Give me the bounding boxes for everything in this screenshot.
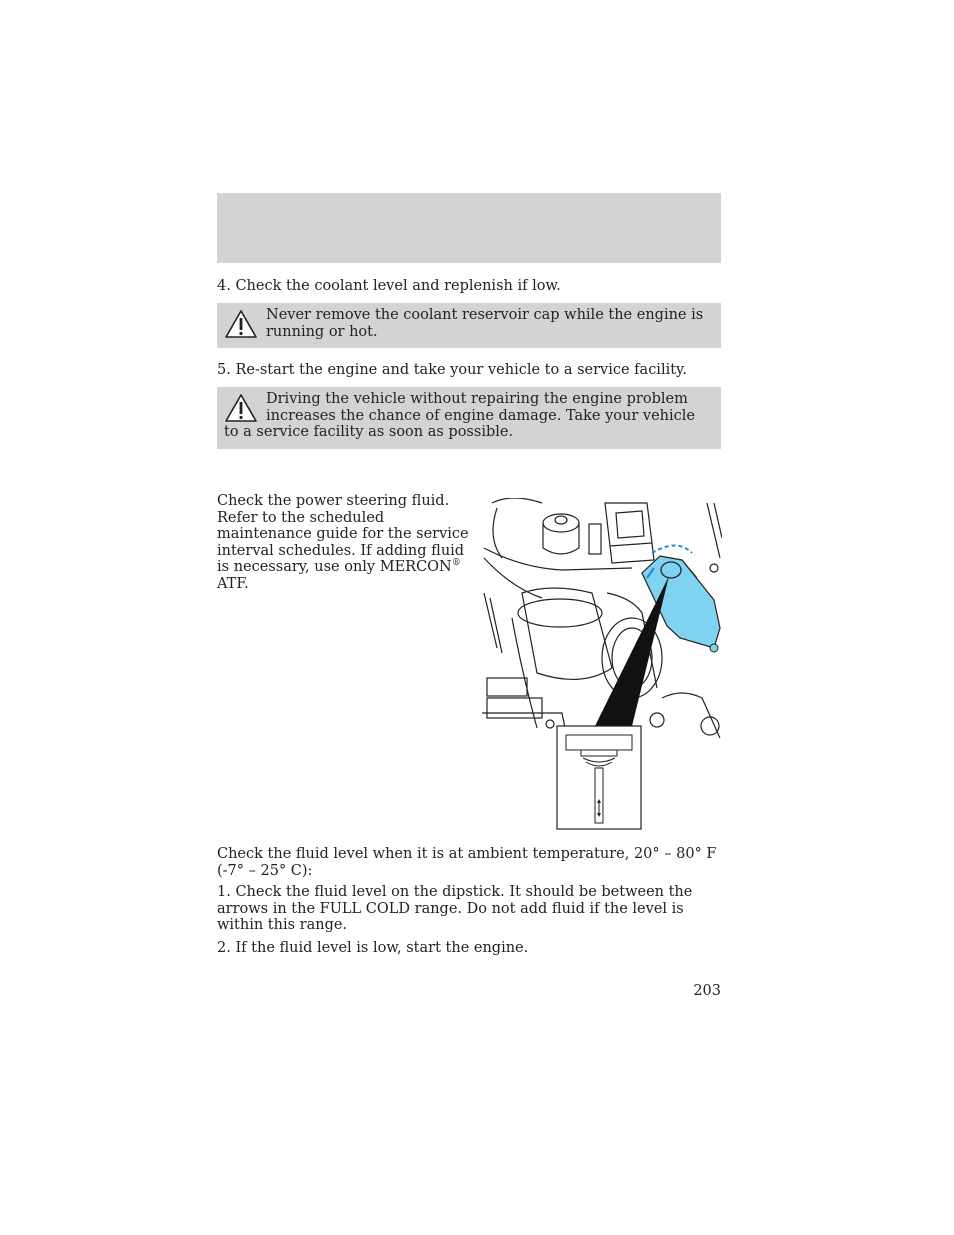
step-1-text: 1. Check the fluid level on the dipstick. It should be between the arrows in the FULL COLD range. Do not add fluid if the level is within this range. — [217, 884, 693, 933]
engine-warning-box — [217, 387, 721, 449]
step-4-text: 4. Check the coolant level and replenish if low. — [217, 278, 561, 294]
step-2-text: 2. If the fluid level is low, start the engine. — [217, 940, 529, 956]
section-header-bar — [217, 193, 721, 263]
engine-warning-text: Driving the vehicle without repairing the engine problem increases the chance of engine damage. Take your vehicle to a service facility as soon as possible. — [224, 391, 695, 440]
ambient-temperature-text: Check the fluid level when it is at ambient temperature, 20° – 80° F (-7° – 25° C): — [217, 846, 717, 879]
warning-triangle-icon — [224, 393, 258, 423]
power-steering-intro-text: Check the power steering fluid. Refer to the scheduled maintenance guide for the service interval schedules. If adding fluid is necessary, use only MERCON — [217, 493, 469, 575]
reservoir-cap — [661, 562, 681, 578]
power-steering-intro — [217, 493, 472, 592]
coolant-warning-text: Never remove the coolant reservoir cap while the engine is running or hot. — [266, 307, 704, 340]
power-steering-intro-suffix: ATF. — [217, 575, 249, 592]
page-number: 203 — [693, 983, 721, 999]
step-5-text: 5. Re-start the engine and take your vehicle to a service facility. — [217, 362, 687, 378]
power-steering-reservoir-illustration — [482, 498, 722, 831]
registered-mark: ® — [451, 558, 461, 569]
warning-triangle-icon — [224, 309, 258, 339]
coolant-warning-box — [217, 303, 721, 348]
